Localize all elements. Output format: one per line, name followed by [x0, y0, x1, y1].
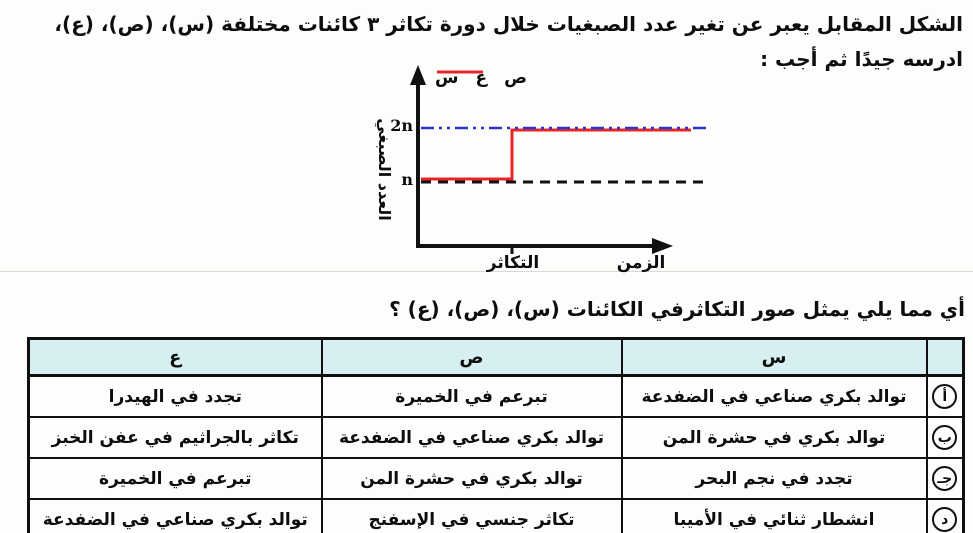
cell-sad: تبرعم في الخميرة	[322, 376, 622, 418]
x-tick-reproduction-label: التكاثر	[486, 253, 540, 273]
table-header-row	[29, 339, 964, 376]
answer-letter-cell[interactable]	[927, 458, 964, 499]
chromosome-chart	[355, 60, 730, 298]
cell-s: توالد بكري في حشرة المن	[622, 417, 927, 458]
answer-letter-b[interactable]: ب	[932, 425, 957, 450]
legend-item-sad	[504, 68, 527, 88]
answer-letter-d[interactable]: د	[932, 507, 957, 532]
header-cell-ain: ع	[29, 339, 322, 376]
x-axis-title: الزمن	[616, 253, 666, 273]
table-row-a	[29, 376, 964, 418]
question-text: أي مما يلي يمثل صور التكاثرفي الكائنات (س)، (ص)، (ع) ؟	[389, 297, 965, 321]
answers-table	[27, 337, 965, 533]
table-row-b	[29, 417, 964, 458]
answer-letter-cell[interactable]	[927, 417, 964, 458]
legend-sample-solid-icon	[435, 68, 485, 76]
cell-ain: توالد بكري صناعي في الضفدعة	[29, 499, 322, 533]
header-cell-s: س	[622, 339, 927, 376]
x-axis-arrowhead	[652, 238, 673, 254]
answers-table-wrapper	[30, 337, 965, 533]
cell-sad: توالد بكري صناعي في الضفدعة	[322, 417, 622, 458]
answer-letter-cell[interactable]	[927, 376, 964, 418]
header-cell-letter	[927, 339, 964, 376]
series-sad-solid-line	[421, 130, 691, 179]
y-axis-arrowhead	[410, 65, 426, 85]
answer-letter-a[interactable]: أ	[932, 384, 957, 409]
cell-s: توالد بكري صناعي في الضفدعة	[622, 376, 927, 418]
y-axis-title: العدد الصبغي	[375, 118, 394, 221]
cell-s: تجدد في نجم البحر	[622, 458, 927, 499]
answer-letter-cell[interactable]	[927, 499, 964, 533]
table-row-d	[29, 499, 964, 533]
cell-ain: تبرعم في الخميرة	[29, 458, 322, 499]
cell-sad: تكاثر جنسي في الإسفنج	[322, 499, 622, 533]
cell-sad: توالد بكري في حشرة المن	[322, 458, 622, 499]
legend-label-sad: ص	[504, 68, 527, 88]
legend-label-ain: ع	[475, 68, 488, 88]
cell-ain: تجدد في الهيدرا	[29, 376, 322, 418]
y-tick-2n: 2n	[390, 116, 413, 135]
y-tick-n: n	[401, 170, 413, 189]
chart-legend	[435, 68, 527, 88]
table-row-j	[29, 458, 964, 499]
answer-letter-j[interactable]: جـ	[932, 466, 957, 491]
legend-label-seen: س	[435, 68, 459, 88]
intro-text-line2: ادرسه جيدًا ثم أجب :	[760, 47, 963, 71]
cell-s: انشطار ثنائي في الأميبا	[622, 499, 927, 533]
header-cell-sad: ص	[322, 339, 622, 376]
cell-ain: تكاثر بالجراثيم في عفن الخبز	[29, 417, 322, 458]
intro-text-line1: الشكل المقابل يعبر عن تغير عدد الصبغيات خلال دورة تكاثر ٣ كائنات مختلفة (س)، (ص)، (ع)،	[54, 12, 963, 36]
